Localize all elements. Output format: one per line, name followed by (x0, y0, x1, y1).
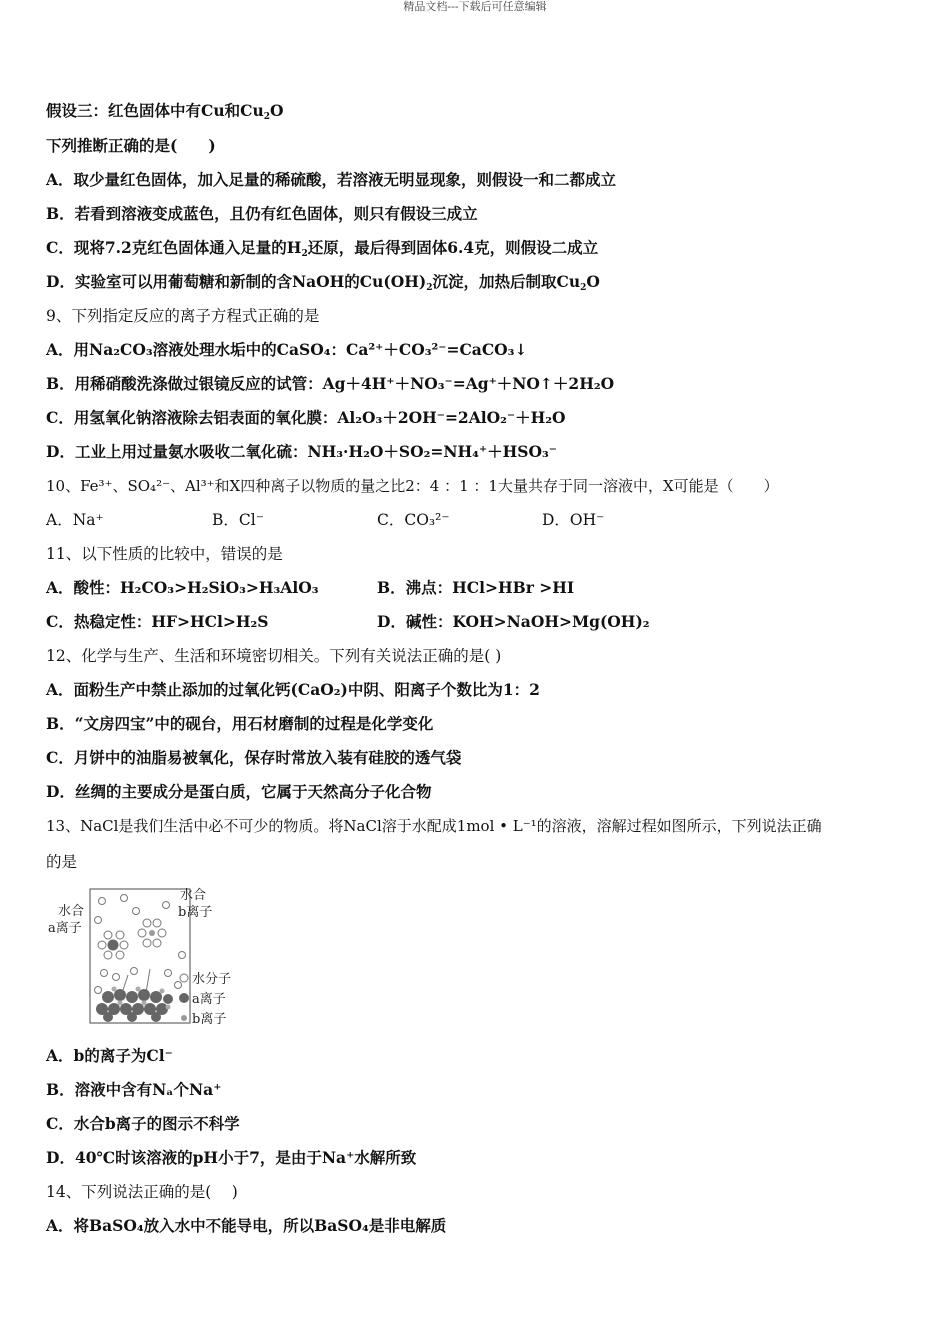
q9-option-a: A．用Na₂CO₃溶液处理水垢中的CaSO₄：Ca²⁺＋CO₃²⁻=CaCO₃↓ (46, 340, 528, 359)
hydrated-b-ion (138, 919, 166, 947)
q13-option-b: B．溶液中含有Nₐ个Na⁺ (46, 1080, 222, 1099)
q13-option-d: D．40℃时该溶液的pH小于7，是由于Na⁺水解所致 (46, 1148, 417, 1167)
option-a: A．取少量红色固体，加入足量的稀硫酸，若溶液无明显现象，则假设一和二都成立 (46, 170, 617, 189)
q10-option-c: C．CO₃²⁻ (377, 511, 450, 529)
hydrated-a-ion (98, 931, 128, 959)
arrow-2 (146, 969, 150, 993)
q10-option-a: A．Na⁺ (46, 511, 104, 529)
option-c: C．现将7.2克红色固体通入足量的$H_2$还原，最后得到固体6.4克，则假设二成立 (46, 238, 599, 259)
q9-option-c: C．用氢氧化钠溶液除去铝表面的氧化膜：Al₂O₃＋2OH⁻=2AlO₂⁻＋H₂O (46, 408, 566, 427)
question-11: 11、以下性质的比较中，错误的是 (46, 545, 283, 563)
label-hydrated-a-2: a离子 (48, 921, 82, 936)
question-9: 9、下列指定反应的离子方程式正确的是 (46, 307, 320, 325)
q9-option-b: B．用稀硝酸洗涤做过银镜反应的试管：Ag＋4H⁺＋NO₃⁻=Ag⁺＋NO↑＋2H₂O (46, 374, 615, 393)
question-12: 12、化学与生产、生活和环境密切相关。下列有关说法正确的是( ) (46, 647, 502, 665)
question-stem: 下列推断正确的是( ) (46, 136, 216, 155)
q13-option-a: A．b的离子为Cl⁻ (46, 1046, 173, 1065)
legend-water: 水分子 (192, 972, 232, 987)
question-10: 10、Fe³⁺、SO₄²⁻、Al³⁺和X四种离子以物质的量之比2：4 ：1 ：1大量共存于同一溶液中，X可能是（ ） (46, 477, 779, 495)
q12-option-b: B．“文房四宝”中的砚台，用石材磨制的过程是化学变化 (46, 714, 434, 733)
question-14: 14、下列说法正确的是( ) (46, 1183, 238, 1201)
q11-option-d: D．碱性：KOH>NaOH>Mg(OH)₂ (377, 612, 650, 631)
beaker-outline (90, 889, 190, 1023)
crystal-lattice (96, 987, 173, 1023)
q13-option-c: C．水合b离子的图示不科学 (46, 1114, 240, 1133)
q12-option-d: D．丝绸的主要成分是蛋白质，它属于天然高分子化合物 (46, 782, 432, 801)
q11-option-a: A．酸性：H₂CO₃>H₂SiO₃>H₃AlO₃ (46, 578, 319, 597)
hypothesis-three: 假设三：红色固体中有Cu和$Cu_2O$ (46, 101, 284, 122)
label-hydrated-a-1: 水合 (58, 904, 85, 919)
q11-option-b: B．沸点：HCl>HBr >HI (377, 578, 575, 597)
q12-option-a: A．面粉生产中禁止添加的过氧化钙(CaO₂)中阴、阳离子个数比为1：2 (46, 680, 540, 699)
legend (179, 971, 231, 1027)
dissolution-diagram (46, 885, 246, 1030)
q14-option-a: A．将BaSO₄放入水中不能导电，所以BaSO₄是非电解质 (46, 1216, 447, 1235)
question-13: 13、NaCl是我们生活中必不可少的物质。将NaCl溶于水配成1mol • L⁻¹的溶液，溶解过程如图所示，下列说法正确 (46, 817, 822, 835)
legend-a-ion: a离子 (192, 992, 226, 1007)
option-d: D．实验室可以用葡萄糖和新制的含NaOH的$Cu(OH)_2$沉淀，加热后制取$Cu_2O$ (46, 272, 600, 293)
legend-b-ion: b离子 (192, 1012, 227, 1027)
label-hydrated-b-2: b离子 (178, 905, 213, 920)
q12-option-c: C．月饼中的油脂易被氧化，保存时常放入装有硅胶的透气袋 (46, 748, 462, 767)
label-hydrated-b-1: 水合 (180, 888, 207, 903)
q11-option-c: C．热稳定性：HF>HCl>H₂S (46, 612, 269, 631)
q10-option-d: D．OH⁻ (542, 511, 605, 529)
q10-option-b: B．Cl⁻ (212, 511, 264, 529)
option-b: B．若看到溶液变成蓝色，且仍有红色固体，则只有假设三成立 (46, 204, 478, 223)
q9-option-d: D．工业上用过量氨水吸收二氧化硫：NH₃·H₂O＋SO₂=NH₄⁺＋HSO₃⁻ (46, 442, 557, 461)
page-header: 精品文档---下载后可任意编辑 (403, 0, 547, 13)
question-13-cont: 的是 (46, 853, 78, 871)
